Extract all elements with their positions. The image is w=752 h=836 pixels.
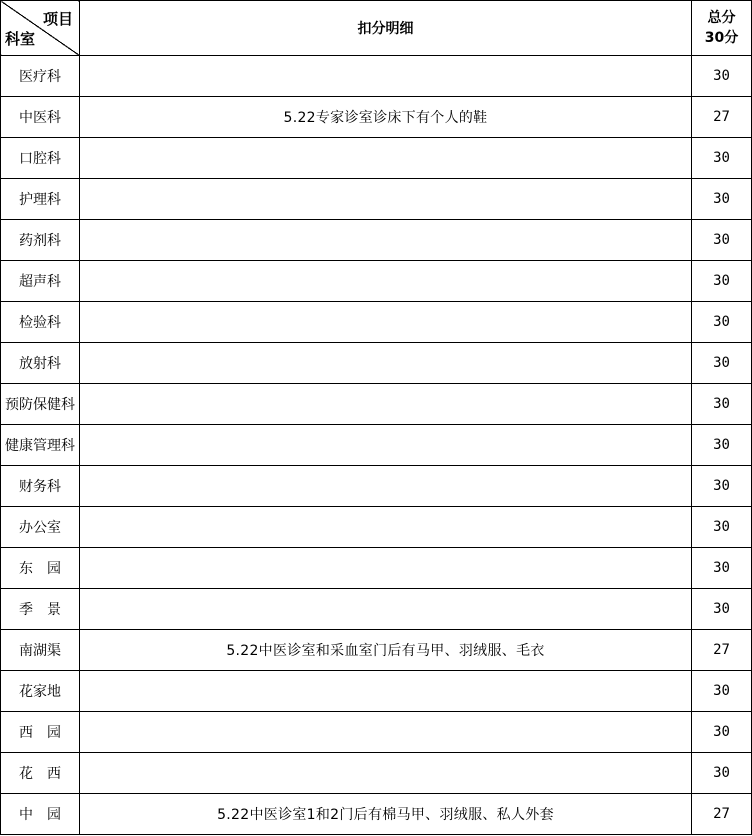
total-score-cell: 30 — [692, 548, 752, 589]
total-score-cell: 30 — [692, 507, 752, 548]
total-header-label: 总分 — [707, 10, 736, 26]
total-score-cell: 30 — [692, 753, 752, 794]
table-row — [1, 97, 752, 138]
department-cell: 季 景 — [1, 589, 80, 630]
deduction-detail-cell — [80, 712, 692, 753]
total-score-cell: 30 — [692, 179, 752, 220]
deduction-detail-cell — [80, 343, 692, 384]
deduction-detail-cell: 5.22中医诊室1和2门后有棉马甲、羽绒服、私人外套 — [80, 794, 692, 835]
deduction-detail-cell — [80, 753, 692, 794]
total-score-cell: 30 — [692, 384, 752, 425]
department-cell: 花家地 — [1, 671, 80, 712]
total-score-cell: 30 — [692, 138, 752, 179]
deduction-detail-cell — [80, 302, 692, 343]
table-row — [1, 466, 752, 507]
department-cell: 西 园 — [1, 712, 80, 753]
department-cell: 财务科 — [1, 466, 80, 507]
deduction-detail-cell: 5.22中医诊室和采血室门后有马甲、羽绒服、毛衣 — [80, 630, 692, 671]
table-body — [1, 56, 752, 835]
total-score-cell: 30 — [692, 425, 752, 466]
deduction-detail-cell — [80, 261, 692, 302]
department-cell: 超声科 — [1, 261, 80, 302]
department-cell: 口腔科 — [1, 138, 80, 179]
table-row — [1, 507, 752, 548]
table-row — [1, 261, 752, 302]
department-header-label: 科室 — [5, 30, 36, 48]
item-header-label: 项目 — [42, 10, 73, 28]
deduction-detail-cell — [80, 548, 692, 589]
department-cell: 预防保健科 — [1, 384, 80, 425]
table-row — [1, 548, 752, 589]
total-header-cell — [692, 1, 752, 56]
total-score-cell: 30 — [692, 261, 752, 302]
deduction-detail-cell — [80, 56, 692, 97]
total-score-cell: 27 — [692, 794, 752, 835]
total-score-cell: 27 — [692, 97, 752, 138]
detail-header-cell — [80, 1, 692, 56]
deduction-detail-cell — [80, 507, 692, 548]
department-cell: 护理科 — [1, 179, 80, 220]
deduction-detail-cell — [80, 384, 692, 425]
department-cell: 东 园 — [1, 548, 80, 589]
table-row — [1, 794, 752, 835]
deduction-detail-cell — [80, 425, 692, 466]
table-row — [1, 56, 752, 97]
deduction-detail-cell: 5.22专家诊室诊床下有个人的鞋 — [80, 97, 692, 138]
department-cell: 放射科 — [1, 343, 80, 384]
table-row — [1, 671, 752, 712]
total-header-points: 30分 — [704, 30, 739, 46]
department-cell: 药剂科 — [1, 220, 80, 261]
department-cell: 办公室 — [1, 507, 80, 548]
total-score-cell: 27 — [692, 630, 752, 671]
deduction-detail-cell — [80, 138, 692, 179]
table-row — [1, 179, 752, 220]
table-row — [1, 753, 752, 794]
table-row — [1, 343, 752, 384]
department-cell: 花 西 — [1, 753, 80, 794]
table-row — [1, 425, 752, 466]
department-cell: 检验科 — [1, 302, 80, 343]
total-score-cell: 30 — [692, 343, 752, 384]
department-cell: 中医科 — [1, 97, 80, 138]
table-row — [1, 138, 752, 179]
total-score-cell: 30 — [692, 466, 752, 507]
total-score-cell: 30 — [692, 712, 752, 753]
table-row — [1, 220, 752, 261]
department-cell: 南湖渠 — [1, 630, 80, 671]
total-score-cell: 30 — [692, 671, 752, 712]
deduction-detail-cell — [80, 220, 692, 261]
table-row — [1, 630, 752, 671]
deduction-detail-cell — [80, 179, 692, 220]
header-row — [1, 1, 752, 56]
corner-header-cell — [1, 1, 80, 56]
department-cell: 中 园 — [1, 794, 80, 835]
total-score-cell: 30 — [692, 220, 752, 261]
deduction-detail-cell — [80, 671, 692, 712]
table-row — [1, 589, 752, 630]
deduction-detail-cell — [80, 589, 692, 630]
detail-header-label: 扣分明细 — [357, 21, 414, 37]
department-cell: 健康管理科 — [1, 425, 80, 466]
table-row — [1, 712, 752, 753]
deduction-detail-cell — [80, 466, 692, 507]
table-row — [1, 384, 752, 425]
total-score-cell: 30 — [692, 589, 752, 630]
total-score-cell: 30 — [692, 302, 752, 343]
department-cell: 医疗科 — [1, 56, 80, 97]
table-row — [1, 302, 752, 343]
total-score-cell: 30 — [692, 56, 752, 97]
